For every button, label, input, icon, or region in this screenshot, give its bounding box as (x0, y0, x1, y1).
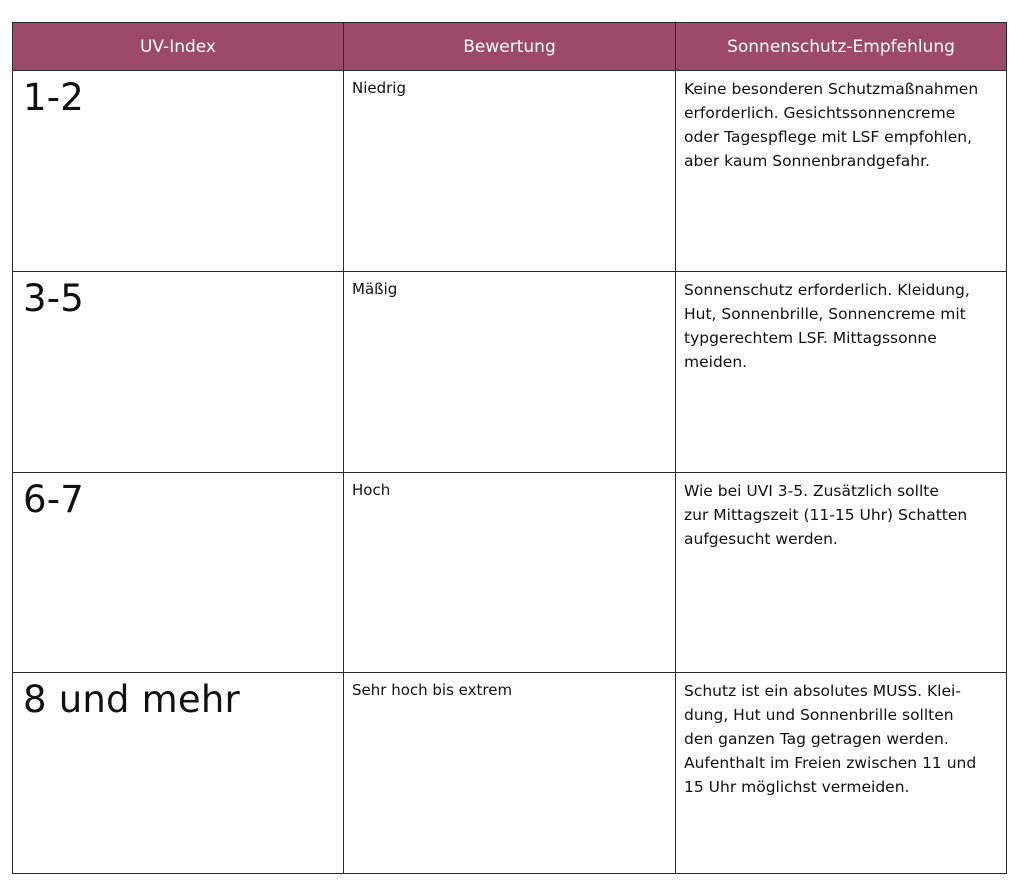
advice-line: meiden. (684, 352, 748, 371)
table-row (13, 71, 1007, 272)
advice-cell (676, 271, 1007, 472)
advice-line: erforderlich. Gesichtssonnencreme (684, 104, 956, 122)
table-row (13, 271, 1007, 472)
uv-index-cell (13, 472, 344, 673)
header-sonnenschutz-empfehlung: Sonnenschutz-Empfehlung (676, 23, 1007, 71)
advice-line: 15 Uhr möglichst vermeiden. (684, 778, 910, 797)
rating-value: Sehr hoch bis extrem (352, 681, 513, 700)
table-row (13, 673, 1007, 874)
advice-line: Aufenthalt im Freien zwischen 11 und (684, 754, 977, 773)
uv-index-value: 3-5 (23, 276, 85, 320)
advice-line: zur Mittagszeit (11-15 Uhr) Schatten (684, 505, 968, 524)
rating-cell (344, 673, 676, 874)
advice-text (676, 272, 1006, 374)
advice-text (676, 673, 1006, 799)
advice-text (676, 473, 1006, 551)
advice-line: Keine besonderen Schutzmaßnahmen (684, 80, 979, 98)
rating-cell (344, 71, 676, 272)
advice-line: oder Tagespflege mit LSF empfohlen, (684, 128, 973, 146)
uv-index-value: 1-2 (23, 76, 85, 119)
uv-index-cell (13, 271, 344, 472)
uv-index-cell (13, 71, 344, 272)
table-header (13, 23, 1007, 71)
header-bewertung: Bewertung (344, 23, 676, 71)
uv-index-value: 8 und mehr (23, 678, 240, 722)
rating-value: Hoch (352, 480, 391, 499)
table-body (13, 71, 1007, 874)
advice-text (676, 71, 1006, 173)
header-uv-index: UV-Index (13, 23, 344, 71)
advice-line: Wie bei UVI 3-5. Zusätzlich sollte (684, 481, 939, 500)
advice-line: typgerechtem LSF. Mittagssonne (684, 328, 937, 347)
uv-index-value: 6-7 (23, 477, 85, 521)
rating-value: Mäßig (352, 279, 398, 298)
uv-index-cell (13, 673, 344, 874)
header-row (13, 23, 1007, 71)
table-row (13, 472, 1007, 673)
advice-line: aber kaum Sonnenbrandgefahr. (684, 152, 930, 170)
advice-line: Schutz ist ein absolutes MUSS. Klei- (684, 682, 961, 701)
advice-line: Hut, Sonnenbrille, Sonnencreme mit (684, 304, 966, 323)
advice-line: den ganzen Tag getragen werden. (684, 730, 949, 749)
advice-cell (676, 71, 1007, 272)
advice-line: Sonnenschutz erforderlich. Kleidung, (684, 280, 970, 299)
rating-value: Niedrig (352, 79, 406, 97)
advice-cell (676, 673, 1007, 874)
uv-index-table (12, 22, 1007, 874)
rating-cell (344, 271, 676, 472)
advice-line: dung, Hut und Sonnenbrille sollten (684, 706, 954, 725)
rating-cell (344, 472, 676, 673)
advice-line: aufgesucht werden. (684, 529, 838, 548)
advice-cell (676, 472, 1007, 673)
